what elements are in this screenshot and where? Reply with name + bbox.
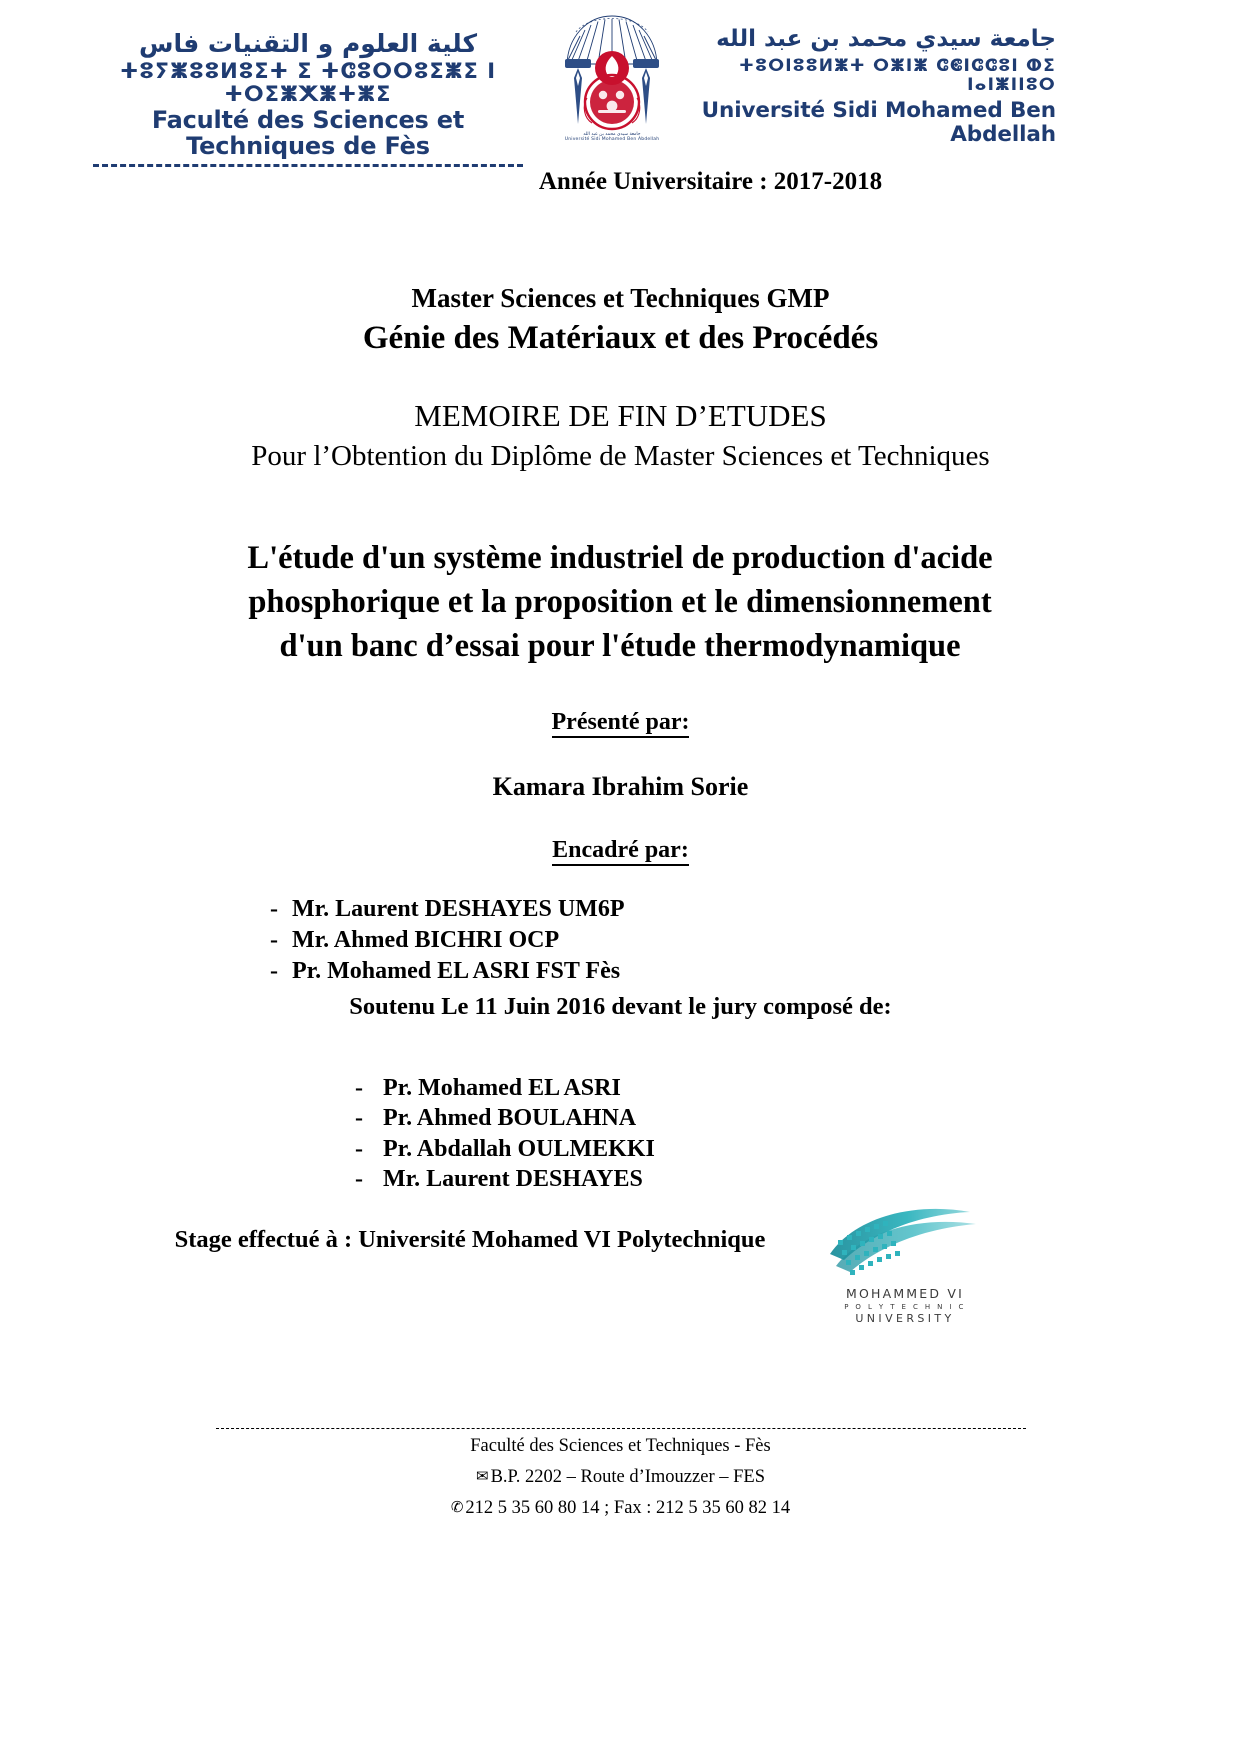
um6p-wordmark: [820, 1286, 990, 1326]
supervised-by-label: Encadré par:: [0, 837, 1241, 864]
footer-faculty: Faculté des Sciences et Techniques - Fès: [470, 1436, 771, 1456]
jury-member: Mr. Laurent DESHAYES: [383, 1166, 643, 1193]
jury-member: Pr. Ahmed BOULAHNA: [383, 1105, 637, 1132]
presented-by-label: Présenté par:: [0, 709, 1241, 736]
um6p-name-line3: UNIVERSITY: [855, 1312, 955, 1326]
bullet-dash: -: [355, 1135, 363, 1162]
faculty-name-tifinagh: ⵜⵓⵢⵥⵓⵓⵍⵓⵉⵜ ⵉ ⵜⵛⵓⵔⵔⵓⵉⵥⵉ ⵏ ⵜⵔⵉⵥⵅⵥⵜⵥⵉ: [119, 58, 497, 106]
thesis-title-line2: phosphorique et la proposition et le dimensionnement: [248, 584, 992, 621]
supervisors-list: [270, 894, 970, 988]
list-item: [355, 1164, 995, 1194]
faculty-underline-divider: [93, 164, 523, 167]
university-name-french: Université Sidi Mohamed Ben Abdellah: [701, 97, 1056, 148]
thesis-title-line3: d'un banc d’essai pour l'étude thermodynamique: [279, 628, 961, 665]
jury-list: [355, 1073, 995, 1195]
university-name-tifinagh: ⵜⵓⵔⵏⵓⵓⵍⵥⵜ ⵔⵥⵏⵥ ⵛⵞⵏⵛⵛⵓⵏ ⵀⵉ ⵏⴰⵏⵥⵏⵏⵓⵔ: [739, 55, 1056, 96]
thesis-title: [120, 536, 1120, 669]
bullet-dash: -: [355, 1105, 363, 1132]
defense-date-line: Soutenu Le 11 Juin 2016 devant le jury composé de:: [349, 993, 892, 1020]
thesis-title-line1: L'étude d'un système industriel de production d'acide: [247, 540, 993, 576]
degree-program: Master Sciences et Techniques GMP: [411, 283, 830, 313]
list-item: [355, 1103, 995, 1133]
jury-member: Pr. Mohamed EL ASRI: [383, 1075, 621, 1101]
supervisor-name: Pr. Mohamed EL ASRI FST Fès: [292, 958, 621, 985]
footer-divider: [216, 1428, 1026, 1429]
bullet-dash: -: [355, 1075, 363, 1101]
degree-specialty: Génie des Matériaux et des Procédés: [362, 320, 879, 356]
bullet-dash: -: [355, 1166, 363, 1193]
student-name: Kamara Ibrahim Sorie: [492, 772, 749, 801]
list-item: [270, 925, 970, 956]
faculty-name-arabic: كلية العلوم و التقنيات فاس: [138, 29, 478, 58]
document-type-line1: MEMOIRE DE FIN D’ETUDES: [414, 398, 827, 433]
bullet-dash: -: [270, 927, 278, 954]
list-item: [355, 1073, 995, 1103]
internship-line: Stage effectué à : Université Mohamed VI Polytechnique: [174, 1226, 766, 1253]
faculty-logo-text: [78, 30, 538, 167]
um6p-name-line2: P O L Y T E C H N I C: [844, 1302, 966, 1311]
crest-caption: جامعة سيدي محمد بن عبد الله Université Sidi Mohamed Ben Abdellah: [564, 131, 660, 143]
phone-icon: ✆: [450, 1499, 464, 1516]
page-footer: [0, 1428, 1241, 1521]
footer-address-text: B.P. 2202 – Route d’Imouzzer – FES: [490, 1466, 765, 1487]
university-logo-text: [676, 26, 1056, 148]
footer-phone: [0, 1495, 1241, 1522]
list-item: [270, 956, 970, 987]
supervisor-name: Mr. Ahmed BICHRI OCP: [292, 927, 560, 954]
mail-icon: ✉: [476, 1468, 489, 1485]
supervisor-name: Mr. Laurent DESHAYES UM6P: [292, 896, 625, 922]
list-item: [270, 894, 970, 925]
um6p-wave-icon: [820, 1200, 990, 1286]
page-header: [0, 0, 1241, 161]
list-item: [355, 1134, 995, 1164]
usmba-crest-icon: [556, 2, 668, 144]
footer-address: [0, 1464, 1241, 1491]
academic-year: Année Universitaire : 2017-2018: [538, 168, 883, 195]
um6p-logo: [820, 1200, 990, 1325]
footer-phone-text: 212 5 35 60 80 14 ; Fax : 212 5 35 60 82 14: [465, 1497, 791, 1518]
jury-member: Pr. Abdallah OULMEKKI: [383, 1135, 655, 1162]
faculty-name-french: Faculté des Sciences et Techniques de Fès: [151, 105, 465, 161]
bullet-dash: -: [270, 896, 278, 922]
um6p-name-line1: MOHAMMED VI: [845, 1286, 965, 1301]
bullet-dash: -: [270, 958, 278, 985]
document-type-line2: Pour l’Obtention du Diplôme de Master Sciences et Techniques: [251, 440, 990, 472]
university-name-arabic: جامعة سيدي محمد بن عبد الله: [716, 26, 1056, 52]
